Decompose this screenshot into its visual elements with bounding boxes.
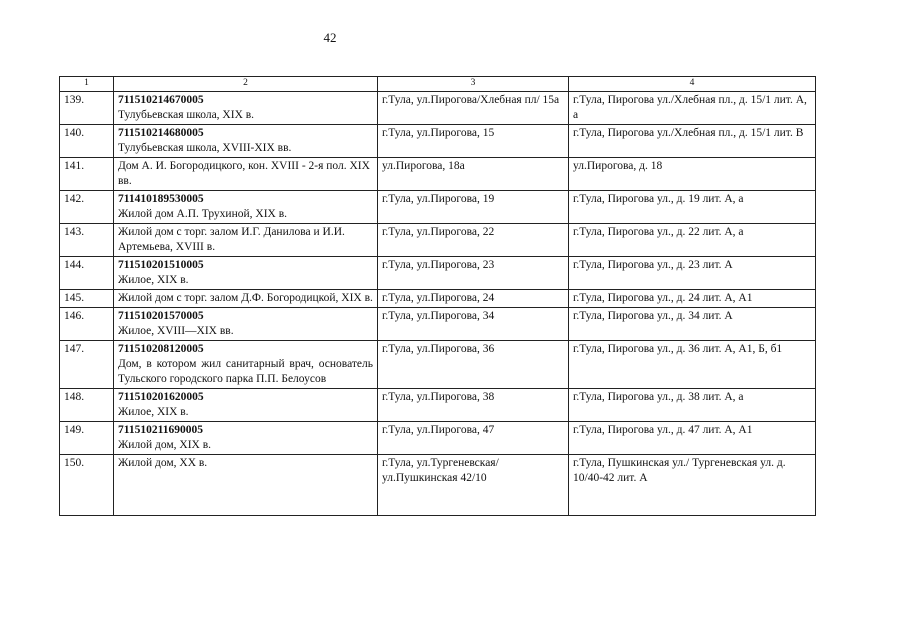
object-code: 711510201570005 [118, 310, 204, 322]
object-name: Жилое, XIX в. [118, 406, 189, 418]
row-number: 142. [60, 191, 114, 224]
object-code: 711510201620005 [118, 391, 204, 403]
object-address: г.Тула, ул.Пирогова, 38 [378, 389, 569, 422]
column-header-4: 4 [569, 77, 816, 92]
object-address-new: г.Тула, Пирогова ул., д. 36 лит. А, А1, Б, б1 [569, 341, 816, 389]
object-address: г.Тула, ул.Пирогова, 47 [378, 422, 569, 455]
object-name: Дом, в котором жил санитарный врач, основатель Тульского городского парка П.П. Белоусов [118, 358, 373, 385]
row-number: 145. [60, 290, 114, 308]
row-number: 146. [60, 308, 114, 341]
object-cell [114, 92, 378, 125]
object-address: г.Тула, ул.Пирогова, 36 [378, 341, 569, 389]
row-number: 139. [60, 92, 114, 125]
object-address: г.Тула, ул.Пирогова/Хлебная пл/ 15а [378, 92, 569, 125]
row-number: 144. [60, 257, 114, 290]
object-cell [114, 257, 378, 290]
row-number: 150. [60, 455, 114, 516]
table-row [60, 191, 816, 224]
object-name: Дом А. И. Богородицкого, кон. XVIII - 2-я пол. XIX вв. [118, 160, 370, 187]
row-number: 148. [60, 389, 114, 422]
object-cell [114, 422, 378, 455]
table-header-row [60, 77, 816, 92]
table-row [60, 224, 816, 257]
object-cell [114, 158, 378, 191]
row-number: 141. [60, 158, 114, 191]
table-row [60, 92, 816, 125]
object-address: г.Тула, ул.Пирогова, 23 [378, 257, 569, 290]
column-header-2: 2 [114, 77, 378, 92]
object-code: 711510214680005 [118, 127, 204, 139]
object-name: Жилой дом с торг. залом И.Г. Данилова и И.И. Артемьева, XVIII в. [118, 226, 345, 253]
object-address: г.Тула, ул.Тургеневская/ул.Пушкинская 42/10 [378, 455, 569, 516]
object-cell [114, 341, 378, 389]
object-address: г.Тула, ул.Пирогова, 19 [378, 191, 569, 224]
table-row [60, 257, 816, 290]
column-header-3: 3 [378, 77, 569, 92]
table-row [60, 455, 816, 516]
object-code: 711510211690005 [118, 424, 203, 436]
object-address-new: г.Тула, Пирогова ул., д. 22 лит. А, а [569, 224, 816, 257]
object-cell [114, 224, 378, 257]
object-name: Жилое, XIX в. [118, 274, 189, 286]
object-name: Жилой дом, XX в. [118, 457, 208, 469]
object-address-new: г.Тула, Пирогова ул., д. 34 лит. А [569, 308, 816, 341]
table-row [60, 422, 816, 455]
row-number: 147. [60, 341, 114, 389]
heritage-registry-table [59, 76, 816, 516]
row-number: 140. [60, 125, 114, 158]
object-address: г.Тула, ул.Пирогова, 15 [378, 125, 569, 158]
table-row [60, 341, 816, 389]
object-address-new: г.Тула, Пирогова ул., д. 23 лит. А [569, 257, 816, 290]
row-number: 149. [60, 422, 114, 455]
object-address-new: ул.Пирогова, д. 18 [569, 158, 816, 191]
object-name: Тулубьевская школа, XIX в. [118, 109, 255, 121]
object-name: Жилой дом, XIX в. [118, 439, 212, 451]
object-address: г.Тула, ул.Пирогова, 24 [378, 290, 569, 308]
table-row [60, 290, 816, 308]
object-cell [114, 125, 378, 158]
object-code: 711410189530005 [118, 193, 204, 205]
object-cell [114, 308, 378, 341]
object-address-new: г.Тула, Пирогова ул., д. 38 лит. А, а [569, 389, 816, 422]
object-code: 711510214670005 [118, 94, 204, 106]
object-address-new: г.Тула, Пирогова ул./Хлебная пл., д. 15/1 лит. А, а [569, 92, 816, 125]
object-name: Тулубьевская школа, XVIII-XIX вв. [118, 142, 292, 154]
object-code: 711510201510005 [118, 259, 204, 271]
object-cell [114, 290, 378, 308]
object-address-new: г.Тула, Пирогова ул., д. 19 лит. А, а [569, 191, 816, 224]
row-number: 143. [60, 224, 114, 257]
object-address-new: г.Тула, Пирогова ул., д. 24 лит. А, А1 [569, 290, 816, 308]
object-name: Жилой дом с торг. залом Д.Ф. Богородицкой, XIX в. [118, 292, 373, 304]
table-row [60, 308, 816, 341]
object-cell [114, 389, 378, 422]
object-address-new: г.Тула, Пирогова ул./Хлебная пл., д. 15/1 лит. В [569, 125, 816, 158]
page-number: 42 [323, 30, 337, 45]
object-cell [114, 191, 378, 224]
object-code: 711510208120005 [118, 343, 204, 355]
object-cell [114, 455, 378, 516]
object-address: ул.Пирогова, 18а [378, 158, 569, 191]
object-address: г.Тула, ул.Пирогова, 22 [378, 224, 569, 257]
object-name: Жилое, XVIII—XIX вв. [118, 325, 234, 337]
table-row [60, 158, 816, 191]
object-address: г.Тула, ул.Пирогова, 34 [378, 308, 569, 341]
table-row [60, 389, 816, 422]
table-row [60, 125, 816, 158]
object-address-new: г.Тула, Пушкинская ул./ Тургеневская ул. д. 10/40-42 лит. А [569, 455, 816, 516]
object-address-new: г.Тула, Пирогова ул., д. 47 лит. А, А1 [569, 422, 816, 455]
column-header-1: 1 [60, 77, 114, 92]
object-name: Жилой дом А.П. Трухиной, XIX в. [118, 208, 288, 220]
